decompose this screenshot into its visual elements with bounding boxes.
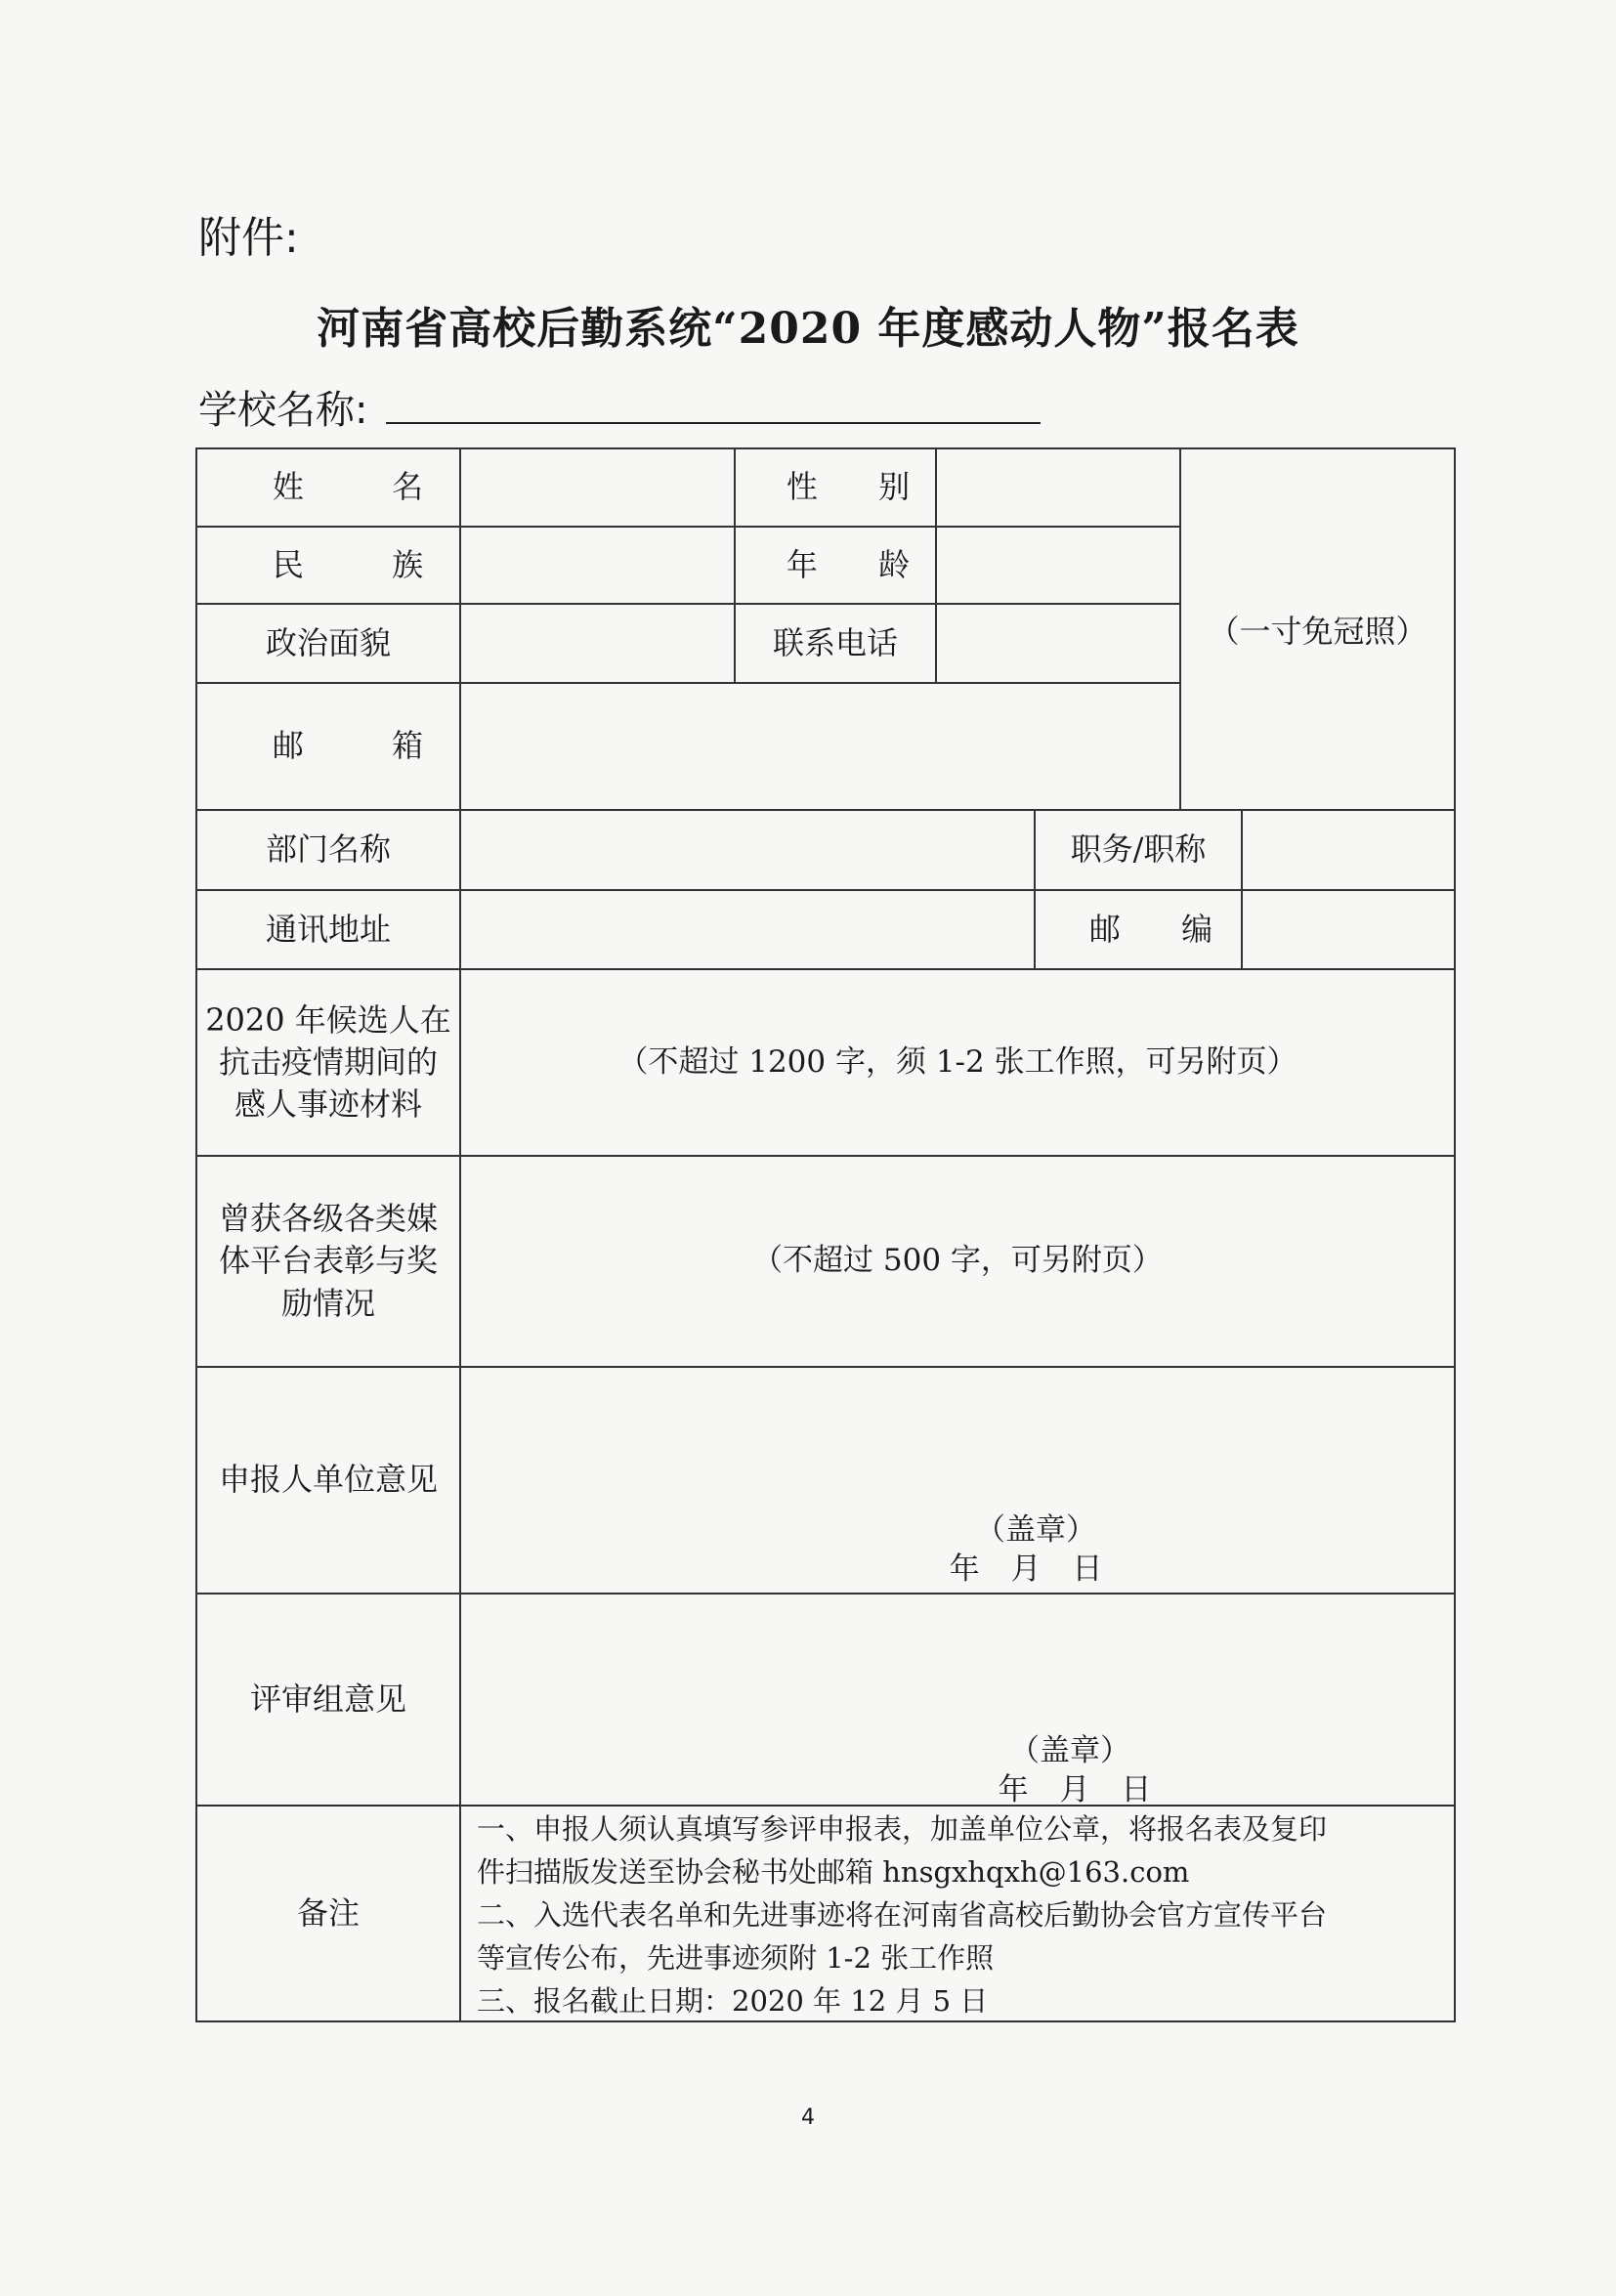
awards-label: 曾获各级各类媒体平台表彰与奖励情况 [218, 1200, 438, 1322]
remarks-line: 等宣传公布，先进事迹须附 1-2 张工作照 [477, 1941, 995, 1975]
unit-date-text: 年 月 日 [949, 1552, 1103, 1587]
school-name-label: 学校名称: [198, 388, 368, 433]
school-name-input[interactable] [391, 383, 1040, 424]
phone-input[interactable] [945, 619, 1173, 670]
political-status-label: 政治面貌 [265, 623, 391, 661]
ethnicity-input[interactable] [469, 541, 727, 592]
email-label: 邮 箱 [272, 727, 463, 765]
remarks-line: 三、报名截止日期：2020 年 12 月 5 日 [477, 1984, 989, 2018]
review-seal-text: （盖章） [1009, 1733, 1130, 1768]
attachment-label: 附件: [198, 213, 299, 263]
remarks-text [477, 1807, 1449, 2022]
postcode-input[interactable] [1251, 905, 1450, 956]
age-input[interactable] [945, 541, 1173, 592]
age-label: 年 龄 [786, 545, 936, 583]
review-date-text: 年 月 日 [998, 1772, 1152, 1807]
awards-field[interactable]: （不超过 500 字，可另附页） [752, 1243, 1163, 1279]
unit-opinion-label: 申报人单位意见 [218, 1461, 438, 1499]
unit-seal-text: （盖章） [975, 1512, 1096, 1548]
name-input[interactable] [469, 464, 727, 515]
department-label: 部门名称 [265, 830, 391, 869]
address-input[interactable] [469, 905, 1028, 956]
phone-label: 联系电话 [772, 623, 898, 661]
remarks-label: 备注 [296, 1893, 360, 1932]
position-label: 职务/职称 [1070, 830, 1207, 869]
remarks-line: 二、入选代表名单和先进事迹将在河南省高校后勤协会官方宣传平台 [477, 1898, 1328, 1932]
political-status-input[interactable] [469, 619, 727, 670]
ethnicity-label: 民 族 [272, 545, 463, 583]
document-title: 河南省高校后勤系统“2020 年度感动人物”报名表 [317, 304, 1299, 354]
name-label: 姓 名 [272, 468, 463, 506]
review-opinion-field[interactable] [461, 1594, 1454, 1805]
position-input[interactable] [1251, 826, 1450, 876]
remarks-line: 一、申报人须认真填写参评申报表，加盖单位公章，将报名表及复印 [477, 1812, 1328, 1846]
gender-label: 性 别 [786, 468, 936, 506]
postcode-label: 邮 编 [1088, 910, 1239, 948]
gender-input[interactable] [945, 464, 1173, 515]
email-input[interactable] [469, 723, 1171, 774]
address-label: 通讯地址 [265, 910, 391, 948]
page-number: 4 [801, 2105, 815, 2130]
photo-placeholder[interactable]: （一寸免冠照） [1208, 613, 1427, 650]
remarks-line: 件扫描版发送至协会秘书处邮箱 hnsgxhqxh@163.com [477, 1855, 1190, 1889]
department-input[interactable] [469, 826, 1028, 876]
story-field[interactable]: （不超过 1200 字，须 1-2 张工作照，可另附页） [617, 1043, 1297, 1080]
story-label: 2020 年候选人在抗击疫情期间的感人事迹材料 [205, 1000, 451, 1124]
review-opinion-label: 评审组意见 [249, 1679, 406, 1718]
